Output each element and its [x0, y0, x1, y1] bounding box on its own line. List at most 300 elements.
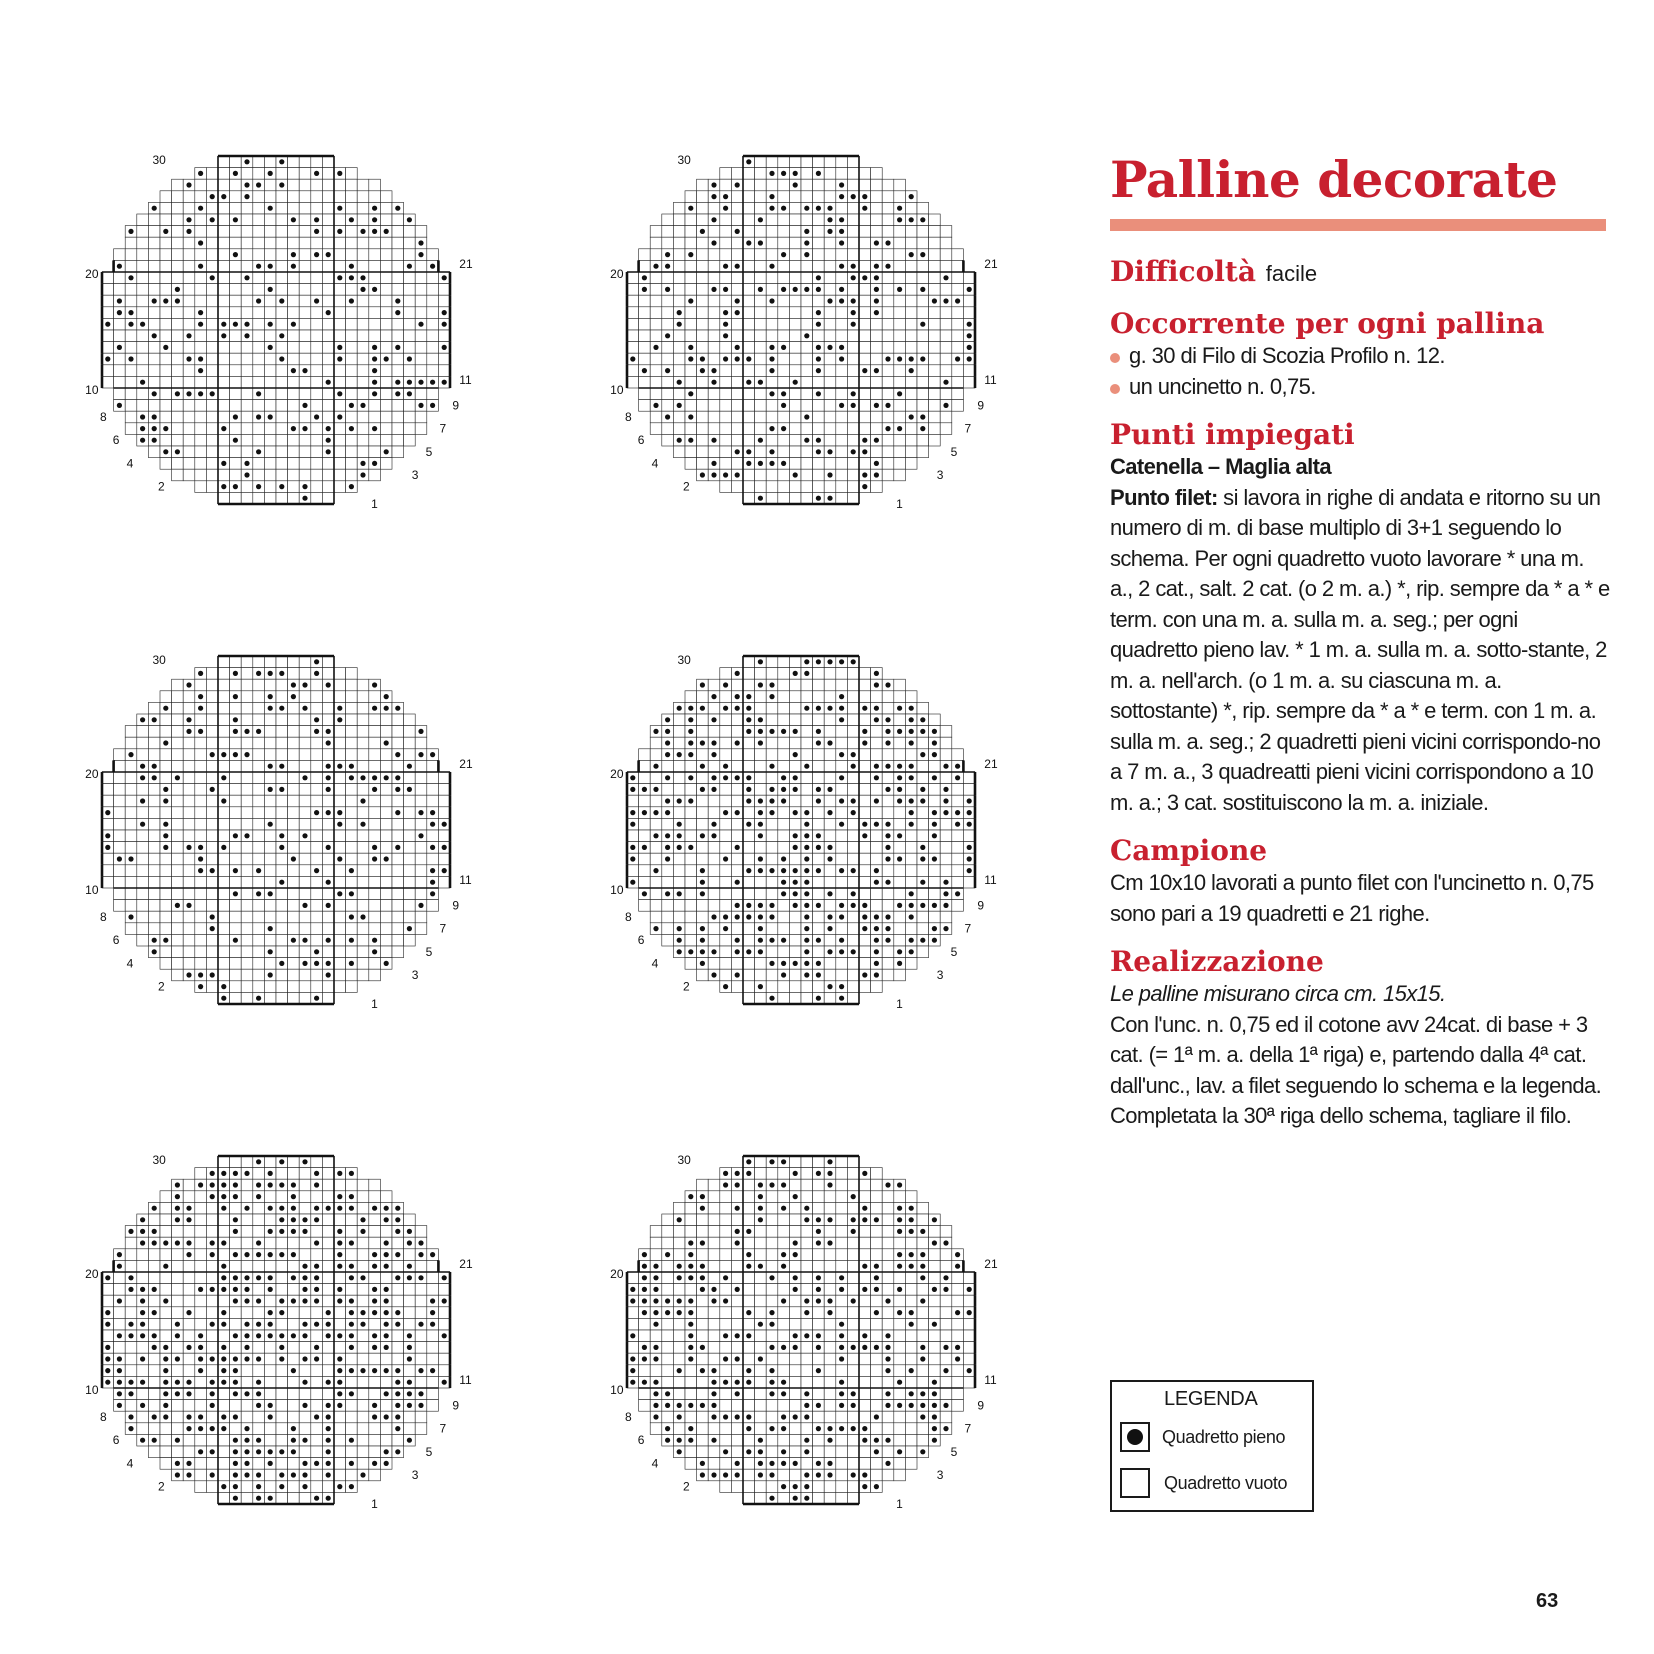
- chart-dot: [372, 217, 377, 222]
- chart-dot: [349, 914, 354, 919]
- chart-cell: [801, 388, 813, 400]
- chart-cell: [102, 876, 114, 888]
- chart-dot: [372, 229, 377, 234]
- chart-dot: [688, 252, 693, 257]
- chart-dot: [326, 1438, 331, 1443]
- chart-cell: [125, 842, 137, 854]
- chart-cell: [917, 888, 929, 900]
- chart-cell: [894, 691, 906, 703]
- chart-cell: [114, 1272, 126, 1284]
- chart-cell: [940, 737, 952, 749]
- chart-cell: [299, 411, 311, 423]
- chart-cell: [346, 1423, 358, 1435]
- chart-cell: [673, 807, 685, 819]
- chart-dot: [839, 903, 844, 908]
- chart-dot: [700, 472, 705, 477]
- chart-cell: [392, 330, 404, 342]
- chart-dot: [677, 891, 682, 896]
- chart-cell: [697, 388, 709, 400]
- chart-dot: [816, 833, 821, 838]
- chart-cell: [346, 946, 358, 958]
- chart-dot: [210, 194, 215, 199]
- chart-cell: [357, 260, 369, 272]
- chart-cell: [778, 411, 790, 423]
- chart-cell: [125, 807, 137, 819]
- chart-cell: [253, 168, 265, 180]
- chart-cell: [311, 458, 323, 470]
- chart-dot: [268, 322, 273, 327]
- chart-cell: [813, 981, 825, 993]
- chart-cell: [847, 179, 859, 191]
- chart-cell: [720, 388, 732, 400]
- row-number-label: 1: [371, 497, 378, 512]
- chart-dot: [233, 1368, 238, 1373]
- chart-cell: [160, 1423, 172, 1435]
- chart-cell: [125, 1237, 137, 1249]
- chart-cell: [917, 365, 929, 377]
- chart-cell: [357, 214, 369, 226]
- chart-cell: [322, 1353, 334, 1365]
- chart-cell: [894, 400, 906, 412]
- chart-cell: [789, 760, 801, 772]
- chart-cell: [334, 481, 346, 493]
- chart-cell: [206, 679, 218, 691]
- chart-dot: [186, 845, 191, 850]
- chart-cell: [276, 1272, 288, 1284]
- chart-cell: [929, 237, 941, 249]
- chart-dot: [233, 1275, 238, 1280]
- chart-dot: [827, 914, 832, 919]
- chart-cell: [230, 1156, 242, 1168]
- chart-dot: [221, 1171, 226, 1176]
- chart-dot: [769, 938, 774, 943]
- chart-dot: [140, 322, 145, 327]
- chart-cell: [836, 272, 848, 284]
- chart-cell: [172, 330, 184, 342]
- chart-cell: [357, 1191, 369, 1203]
- chart-dot: [105, 1310, 110, 1315]
- chart-cell: [731, 958, 743, 970]
- chart-cell: [369, 888, 381, 900]
- chart-cell: [346, 842, 358, 854]
- chart-cell: [720, 749, 732, 761]
- row-number-label: 20: [610, 767, 624, 782]
- chart-cell: [369, 911, 381, 923]
- chart-cell: [322, 469, 334, 481]
- chart-dot: [175, 1217, 180, 1222]
- chart-dot: [781, 891, 786, 896]
- chart-cell: [264, 400, 276, 412]
- chart-cell: [847, 156, 859, 168]
- chart-cell: [230, 969, 242, 981]
- chart-dot: [221, 1194, 226, 1199]
- chart-dot: [804, 810, 809, 815]
- chart-cell: [160, 388, 172, 400]
- chart-cell: [415, 307, 427, 319]
- chart-dot: [175, 903, 180, 908]
- chart-cell: [230, 679, 242, 691]
- chart-cell: [415, 842, 427, 854]
- chart-dot: [430, 403, 435, 408]
- chart-cell: [662, 434, 674, 446]
- chart-dot: [302, 1287, 307, 1292]
- chart-cell: [685, 272, 697, 284]
- chart-cell: [731, 388, 743, 400]
- chart-cell: [241, 260, 253, 272]
- chart-cell: [404, 1411, 416, 1423]
- chart-cell: [160, 237, 172, 249]
- chart-cell: [206, 1272, 218, 1284]
- chart-dot: [909, 891, 914, 896]
- chart-dot: [314, 949, 319, 954]
- row-number-label: 7: [439, 921, 447, 936]
- chart-cell: [813, 249, 825, 261]
- chart-dot: [279, 1182, 284, 1187]
- chart-cell: [195, 888, 207, 900]
- row-number-label: 7: [439, 421, 447, 436]
- chart-cell: [369, 726, 381, 738]
- chart-cell: [673, 865, 685, 877]
- chart-dot: [816, 868, 821, 873]
- chart-dot: [920, 287, 925, 292]
- chart-dot: [268, 414, 273, 419]
- chart-cell: [778, 691, 790, 703]
- chart-cell: [218, 284, 230, 296]
- chart-cell: [917, 946, 929, 958]
- chart-cell: [206, 853, 218, 865]
- chart-cell: [288, 1260, 300, 1272]
- chart-cell: [183, 1260, 195, 1272]
- chart-cell: [871, 330, 883, 342]
- chart-cell: [311, 307, 323, 319]
- chart-cell: [276, 411, 288, 423]
- chart-cell: [743, 469, 755, 481]
- chart-cell: [824, 749, 836, 761]
- chart-cell: [148, 376, 160, 388]
- chart-cell: [230, 342, 242, 354]
- chart-dot: [746, 449, 751, 454]
- chart-dot: [117, 264, 122, 269]
- chart-cell: [230, 1260, 242, 1272]
- row-number-label: 11: [459, 373, 472, 388]
- chart-cell: [276, 434, 288, 446]
- chart-cell: [369, 1434, 381, 1446]
- chart-cell: [137, 1342, 149, 1354]
- chart-dot: [198, 1345, 203, 1350]
- chart-dot: [665, 368, 670, 373]
- chart-cell: [357, 330, 369, 342]
- chart-cell: [334, 830, 346, 842]
- chart-dot: [186, 217, 191, 222]
- chart-cell: [334, 1318, 346, 1330]
- chart-dot: [175, 287, 180, 292]
- chart-cell: [778, 318, 790, 330]
- chart-dot: [711, 694, 716, 699]
- chart-cell: [137, 1388, 149, 1400]
- chart-dot: [152, 1310, 157, 1315]
- chart-cell: [766, 749, 778, 761]
- chart-dot: [862, 972, 867, 977]
- chart-cell: [894, 365, 906, 377]
- chart-cell: [288, 1388, 300, 1400]
- chart-cell: [183, 691, 195, 703]
- chart-cell: [859, 353, 871, 365]
- chart-dot: [268, 1310, 273, 1315]
- chart-cell: [882, 434, 894, 446]
- chart-cell: [731, 888, 743, 900]
- chart-dot: [302, 1438, 307, 1443]
- chart-cell: [673, 237, 685, 249]
- chart-cell: [673, 900, 685, 912]
- chart-cell: [824, 795, 836, 807]
- chart-cell: [230, 958, 242, 970]
- row-number-label: 5: [425, 444, 433, 459]
- chart-cell: [206, 714, 218, 726]
- chart-dot: [827, 298, 832, 303]
- chart-dot: [256, 298, 261, 303]
- chart-cell: [778, 807, 790, 819]
- chart-cell: [813, 226, 825, 238]
- chart-cell: [427, 760, 439, 772]
- chart-cell: [813, 469, 825, 481]
- chart-dot: [163, 706, 168, 711]
- chart-cell: [697, 749, 709, 761]
- chart-dot: [198, 1287, 203, 1292]
- chart-dot: [360, 1322, 365, 1327]
- chart-dot: [198, 356, 203, 361]
- chart-dot: [442, 1380, 447, 1385]
- chart-dot: [105, 810, 110, 815]
- chart-cell: [778, 946, 790, 958]
- chart-cell: [859, 423, 871, 435]
- chart-cell: [288, 168, 300, 180]
- chart-dot: [851, 194, 856, 199]
- chart-dot: [677, 403, 682, 408]
- chart-cell: [172, 1446, 184, 1458]
- chart-cell: [755, 668, 767, 680]
- chart-cell: [801, 272, 813, 284]
- chart-dot: [198, 310, 203, 315]
- chart-cell: [253, 1202, 265, 1214]
- chart-cell: [322, 260, 334, 272]
- chart-cell: [766, 981, 778, 993]
- chart-cell: [743, 179, 755, 191]
- chart-cell: [299, 1388, 311, 1400]
- chart-dot: [152, 438, 157, 443]
- chart-dot: [152, 717, 157, 722]
- chart-dot: [128, 322, 133, 327]
- chart-cell: [662, 423, 674, 435]
- chart-cell: [160, 1226, 172, 1238]
- chart-cell: [311, 911, 323, 923]
- chart-cell: [183, 1179, 195, 1191]
- chart-cell: [357, 679, 369, 691]
- chart-cell: [230, 702, 242, 714]
- chart-dot: [152, 1240, 157, 1245]
- chart-cell: [404, 818, 416, 830]
- chart-cell: [369, 969, 381, 981]
- chart-cell: [859, 400, 871, 412]
- chart-cell: [195, 1388, 207, 1400]
- chart-cell: [241, 353, 253, 365]
- chart-dot: [816, 845, 821, 850]
- chart-cell: [392, 934, 404, 946]
- chart-dot: [735, 810, 740, 815]
- chart-cell: [311, 1307, 323, 1319]
- chart-cell: [299, 842, 311, 854]
- chart-cell: [662, 342, 674, 354]
- chart-cell: [392, 400, 404, 412]
- chart-cell: [650, 284, 662, 296]
- chart-dot: [163, 1391, 168, 1396]
- chart-cell: [778, 923, 790, 935]
- chart-cell: [859, 226, 871, 238]
- chart-cell: [894, 876, 906, 888]
- chart-cell: [708, 726, 720, 738]
- chart-cell: [288, 353, 300, 365]
- chart-cell: [253, 818, 265, 830]
- chart-dot: [244, 1171, 249, 1176]
- row-number-label: 9: [452, 898, 460, 913]
- chart-cell: [905, 260, 917, 272]
- chart-dot: [862, 740, 867, 745]
- chart-cell: [264, 469, 276, 481]
- chart-dot: [384, 1391, 389, 1396]
- chart-cell: [789, 656, 801, 668]
- chart-cell: [940, 284, 952, 296]
- chart-cell: [357, 1342, 369, 1354]
- chart-cell: [241, 795, 253, 807]
- chart-cell: [836, 330, 848, 342]
- chart-cell: [847, 481, 859, 493]
- chart-cell: [218, 969, 230, 981]
- chart-cell: [778, 434, 790, 446]
- chart-cell: [662, 923, 674, 935]
- chart-cell: [218, 876, 230, 888]
- chart-dot: [816, 961, 821, 966]
- chart-dot: [839, 706, 844, 711]
- chart-cell: [894, 249, 906, 261]
- chart-cell: [905, 853, 917, 865]
- row-number-label: 21: [984, 257, 998, 272]
- chart-cell: [183, 284, 195, 296]
- chart-cell: [427, 388, 439, 400]
- chart-dot: [781, 403, 786, 408]
- chart-cell: [859, 772, 871, 784]
- chart-cell: [415, 911, 427, 923]
- chart-dot: [244, 461, 249, 466]
- chart-dot: [372, 706, 377, 711]
- chart-dot: [932, 752, 937, 757]
- chart-dot: [735, 880, 740, 885]
- chart-cell: [276, 1434, 288, 1446]
- chart-cell: [357, 876, 369, 888]
- chart-cell: [114, 749, 126, 761]
- chart-cell: [673, 272, 685, 284]
- chart-dot: [372, 461, 377, 466]
- row-number-label: 6: [637, 433, 645, 448]
- chart-cell: [288, 876, 300, 888]
- chart-cell: [404, 1295, 416, 1307]
- chart-dot: [186, 1380, 191, 1385]
- chart-cell: [195, 1307, 207, 1319]
- chart-cell: [415, 818, 427, 830]
- chart-cell: [172, 911, 184, 923]
- chart-cell: [299, 469, 311, 481]
- chart-cell: [415, 330, 427, 342]
- chart-cell: [114, 772, 126, 784]
- chart-dot: [897, 833, 902, 838]
- chart-cell: [708, 923, 720, 935]
- chart-dot: [700, 740, 705, 745]
- chart-cell: [755, 330, 767, 342]
- chart-cell: [102, 1295, 114, 1307]
- chart-dot: [769, 171, 774, 176]
- chart-cell: [766, 772, 778, 784]
- chart-cell: [125, 388, 137, 400]
- chart-cell: [102, 284, 114, 296]
- chart-cell: [824, 760, 836, 772]
- chart-cell: [871, 691, 883, 703]
- chart-cell: [357, 714, 369, 726]
- chart-dot: [291, 1206, 296, 1211]
- chart-cell: [824, 284, 836, 296]
- chart-cell: [369, 900, 381, 912]
- chart-cell: [789, 691, 801, 703]
- chart-cell: [253, 353, 265, 365]
- chart-cell: [650, 749, 662, 761]
- chart-cell: [847, 784, 859, 796]
- chart-dot: [407, 1240, 412, 1245]
- chart-dot: [395, 380, 400, 385]
- chart-cell: [369, 295, 381, 307]
- chart-cell: [789, 214, 801, 226]
- chart-cell: [183, 958, 195, 970]
- chart-dot: [175, 1356, 180, 1361]
- chart-cell: [334, 795, 346, 807]
- chart-cell: [195, 1226, 207, 1238]
- chart-cell: [882, 365, 894, 377]
- chart-cell: [789, 737, 801, 749]
- chart-dot: [175, 1333, 180, 1338]
- chart-cell: [836, 958, 848, 970]
- chart-dot: [395, 1426, 400, 1431]
- chart-cell: [218, 1446, 230, 1458]
- chart-cell: [824, 179, 836, 191]
- chart-dot: [711, 380, 716, 385]
- chart-dot: [700, 682, 705, 687]
- chart-dot: [781, 798, 786, 803]
- chart-cell: [125, 342, 137, 354]
- chart-dot: [117, 310, 122, 315]
- chart-dot: [210, 1380, 215, 1385]
- chart-cell: [392, 737, 404, 749]
- chart-cell: [380, 818, 392, 830]
- chart-cell: [276, 818, 288, 830]
- chart-dot: [804, 972, 809, 977]
- chart-cell: [346, 249, 358, 261]
- chart-dot: [769, 903, 774, 908]
- chart-cell: [789, 911, 801, 923]
- chart-cell: [743, 958, 755, 970]
- chart-cell: [813, 749, 825, 761]
- chart-cell: [218, 1214, 230, 1226]
- chart-cell: [218, 668, 230, 680]
- chart-dot: [665, 333, 670, 338]
- chart-cell: [743, 168, 755, 180]
- chart-cell: [311, 702, 323, 714]
- chart-dot: [117, 1380, 122, 1385]
